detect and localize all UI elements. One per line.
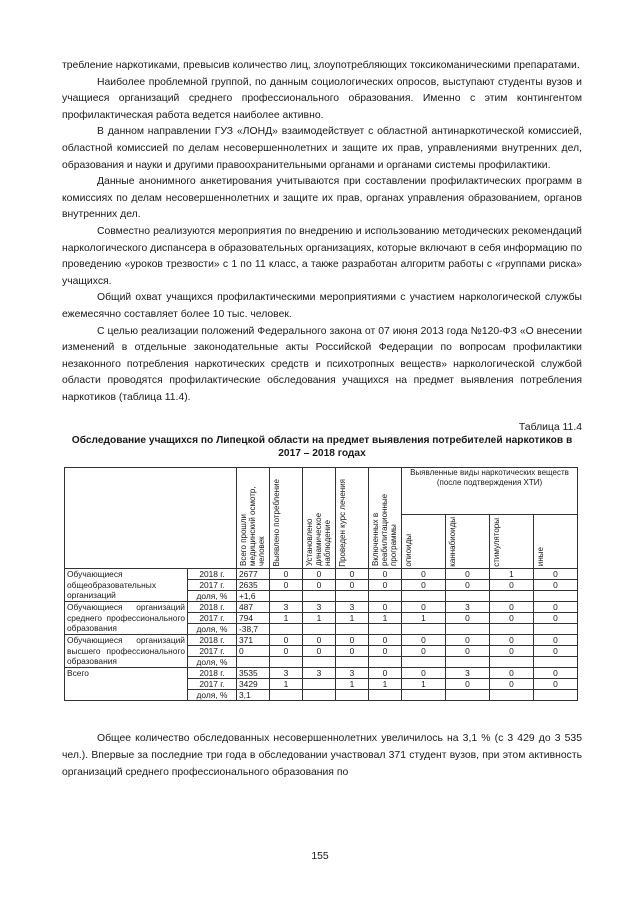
value-cell xyxy=(489,690,533,701)
value-cell: 2635 xyxy=(237,580,270,591)
header-cannabis: каннабиоиды xyxy=(445,514,489,569)
value-cell xyxy=(533,657,577,668)
value-cell xyxy=(533,690,577,701)
value-cell: 0 xyxy=(270,580,303,591)
value-cell xyxy=(336,591,369,602)
page-body xyxy=(62,58,582,781)
value-cell xyxy=(270,591,303,602)
value-cell: 0 xyxy=(533,668,577,679)
survey-table xyxy=(64,467,578,701)
value-cell: 0 xyxy=(402,602,446,613)
value-cell: 1 xyxy=(270,679,303,690)
value-cell: 0 xyxy=(533,679,577,690)
header-empty-cell xyxy=(65,468,237,569)
value-cell: 3429 xyxy=(237,679,270,690)
value-cell xyxy=(303,591,336,602)
value-cell: 3535 xyxy=(237,668,270,679)
page-number: 155 xyxy=(311,851,329,862)
value-cell: 0 xyxy=(489,635,533,646)
value-cell: 371 xyxy=(237,635,270,646)
value-cell: 0 xyxy=(445,580,489,591)
value-cell: 0 xyxy=(336,646,369,657)
value-cell xyxy=(369,624,402,635)
value-cell xyxy=(336,690,369,701)
header-other: иные xyxy=(533,514,577,569)
category-cell: Обучающиеся организаций высшего профессионального образования xyxy=(65,635,188,668)
value-cell xyxy=(270,624,303,635)
category-cell: Обучающиеся общеобразовательных организаций xyxy=(65,569,188,602)
table-row xyxy=(65,635,578,646)
value-cell: 0 xyxy=(369,569,402,580)
value-cell: 3 xyxy=(445,602,489,613)
value-cell: 0 xyxy=(270,635,303,646)
table-number: Таблица 11.4 xyxy=(518,422,582,434)
value-cell: 0 xyxy=(402,668,446,679)
value-cell: 0 xyxy=(336,580,369,591)
value-cell: 0 xyxy=(336,635,369,646)
closing-paragraph: Общее количество обследованных несовершеннолетних увеличилось на 3,1 % (с 3 429 до 3 535 чел.). Впервые за последние три года в обследовании участвовал 371 студент вузов, при этом активность организаций среднего профессионального образования по xyxy=(62,733,582,778)
value-cell: 3 xyxy=(303,602,336,613)
header-rehab: Включенных в реабилитационные программы xyxy=(369,468,402,569)
year-cell: 2018 г. xyxy=(188,569,237,580)
value-cell xyxy=(533,591,577,602)
value-cell xyxy=(369,657,402,668)
value-cell xyxy=(336,624,369,635)
header-identified: Выявлено потребление xyxy=(270,468,303,569)
value-cell: 0 xyxy=(489,613,533,624)
value-cell: 0 xyxy=(533,602,577,613)
value-cell: 0 xyxy=(445,569,489,580)
value-cell: 0 xyxy=(445,613,489,624)
value-cell xyxy=(270,657,303,668)
value-cell: 2677 xyxy=(237,569,270,580)
year-cell: доля, % xyxy=(188,591,237,602)
value-cell xyxy=(445,690,489,701)
header-total: Всего прошли медицинский осмотр, человек xyxy=(237,468,270,569)
value-cell xyxy=(533,624,577,635)
value-cell: 487 xyxy=(237,602,270,613)
value-cell xyxy=(369,690,402,701)
category-cell: Обучающиеся организаций среднего профессионального образования xyxy=(65,602,188,635)
table-row xyxy=(65,569,578,580)
value-cell: 1 xyxy=(369,613,402,624)
value-cell xyxy=(402,690,446,701)
category-cell: Всего xyxy=(65,668,188,701)
value-cell: 0 xyxy=(489,668,533,679)
value-cell: 1 xyxy=(336,613,369,624)
table-title: Обследование учащихся по Липецкой области на предмет выявления потребителей наркотиков в 2017 – 2018 годах xyxy=(71,435,573,460)
value-cell: 0 xyxy=(369,602,402,613)
value-cell: 0 xyxy=(303,580,336,591)
header-treatment: Проведен курс лечения xyxy=(336,468,369,569)
value-cell: 1 xyxy=(402,679,446,690)
year-cell: 2018 г. xyxy=(188,602,237,613)
paragraph: Наиболее проблемной группой, по данным социологических опросов, выступают студенты вузов и учащиеся организаций среднего профессионального образования. Именно с этим контингентом профилактическая работа ведется наиболее активно. xyxy=(62,76,582,121)
value-cell xyxy=(303,657,336,668)
year-cell: 2018 г. xyxy=(188,668,237,679)
value-cell: +1,6 xyxy=(237,591,270,602)
paragraph: Общий охват учащихся профилактическими мероприятиями с участием наркологической службы ежемесячно составляет более 10 тыс. человек. xyxy=(62,292,582,320)
value-cell: 0 xyxy=(402,580,446,591)
table-body xyxy=(65,569,578,701)
value-cell: 3 xyxy=(445,668,489,679)
value-cell: 0 xyxy=(489,580,533,591)
value-cell xyxy=(303,690,336,701)
value-cell xyxy=(303,679,336,690)
value-cell: 1 xyxy=(369,679,402,690)
value-cell xyxy=(402,657,446,668)
value-cell xyxy=(402,624,446,635)
value-cell: 1 xyxy=(489,569,533,580)
value-cell: 0 xyxy=(533,613,577,624)
value-cell: 0 xyxy=(445,679,489,690)
value-cell xyxy=(402,591,446,602)
value-cell xyxy=(237,657,270,668)
value-cell: 0 xyxy=(445,635,489,646)
value-cell xyxy=(303,624,336,635)
paragraph: В данном направлении ГУЗ «ЛОНД» взаимодействует с областной антинаркотической комиссией, областной комиссией по делам несовершеннолетних и защите их прав, управлениями внутренних дел, образования и науки и другими правоохранительными органами и органами системы профилактики. xyxy=(62,126,582,171)
paragraph: С целью реализации положений Федерального закона от 07 июня 2013 года №120-ФЗ «О внесении изменений в отдельные законодательные акты Российской Федерации по вопросам профилактики незаконного потребления наркотических средств и психотропных веществ» наркологической службой области проводятся профилактические обследования учащихся на предмет выявления потребления наркотиков (таблица 11.4). xyxy=(62,325,582,403)
year-cell: 2017 г. xyxy=(188,646,237,657)
paragraph: Совместно реализуются мероприятия по внедрению и использованию методических рекомендаций наркологического диспансера в образовательных организациях, которые включают в себя информацию по проведению «уроков трезвости» с 1 по 11 класс, а также разработан алгоритм работы с «группами риска» учащихся. xyxy=(62,225,582,287)
value-cell: 0 xyxy=(402,569,446,580)
paragraph: Данные анонимного анкетирования учитываются при составлении профилактических программ в комиссиях по делам несовершеннолетних и защите их прав, органах управления образованием, органов внутренних дел. xyxy=(62,176,582,221)
value-cell: 0 xyxy=(402,646,446,657)
value-cell xyxy=(445,624,489,635)
value-cell: 0 xyxy=(533,569,577,580)
value-cell: 0 xyxy=(270,646,303,657)
value-cell: 0 xyxy=(533,580,577,591)
value-cell: 3 xyxy=(270,602,303,613)
text-paragraphs xyxy=(62,58,582,406)
year-cell: 2017 г. xyxy=(188,580,237,591)
header-stimulants: стимуляторы xyxy=(489,514,533,569)
value-cell: 0 xyxy=(489,646,533,657)
value-cell: 3,1 xyxy=(237,690,270,701)
value-cell: 1 xyxy=(303,613,336,624)
value-cell xyxy=(369,591,402,602)
value-cell: 0 xyxy=(489,602,533,613)
value-cell xyxy=(336,657,369,668)
value-cell xyxy=(489,624,533,635)
value-cell xyxy=(489,591,533,602)
year-cell: 2017 г. xyxy=(188,679,237,690)
table-row xyxy=(65,668,578,679)
value-cell: 0 xyxy=(237,646,270,657)
value-cell: 0 xyxy=(303,569,336,580)
value-cell: 0 xyxy=(533,635,577,646)
value-cell: 0 xyxy=(445,646,489,657)
value-cell: 0 xyxy=(303,635,336,646)
value-cell: 0 xyxy=(336,569,369,580)
value-cell: 0 xyxy=(270,569,303,580)
value-cell xyxy=(445,657,489,668)
value-cell: 3 xyxy=(270,668,303,679)
value-cell: 1 xyxy=(336,679,369,690)
value-cell: 794 xyxy=(237,613,270,624)
value-cell: 0 xyxy=(489,679,533,690)
value-cell: 1 xyxy=(270,613,303,624)
value-cell xyxy=(445,591,489,602)
year-cell: доля, % xyxy=(188,624,237,635)
header-opioids: опиоиды xyxy=(402,514,446,569)
value-cell: 1 xyxy=(402,613,446,624)
header-observation: Установлено динамическое наблюдение xyxy=(303,468,336,569)
year-cell: доля, % xyxy=(188,690,237,701)
year-cell: 2018 г. xyxy=(188,635,237,646)
value-cell: 0 xyxy=(303,646,336,657)
value-cell: 3 xyxy=(303,668,336,679)
value-cell: 0 xyxy=(369,646,402,657)
value-cell: 0 xyxy=(533,646,577,657)
value-cell xyxy=(489,657,533,668)
header-substance-group: Выявленные виды наркотических веществ (после подтверждения ХТИ) xyxy=(402,468,578,514)
value-cell: 0 xyxy=(369,635,402,646)
value-cell xyxy=(270,690,303,701)
paragraph: требление наркотиками, превысив количество лиц, злоупотребляющих токсикоманическими препаратами. xyxy=(62,60,580,71)
value-cell: 3 xyxy=(336,602,369,613)
value-cell: 0 xyxy=(369,580,402,591)
value-cell: 3 xyxy=(336,668,369,679)
value-cell: -38,7 xyxy=(237,624,270,635)
year-cell: 2017 г. xyxy=(188,613,237,624)
table-row xyxy=(65,602,578,613)
value-cell: 0 xyxy=(402,635,446,646)
value-cell: 0 xyxy=(369,668,402,679)
year-cell: доля, % xyxy=(188,657,237,668)
